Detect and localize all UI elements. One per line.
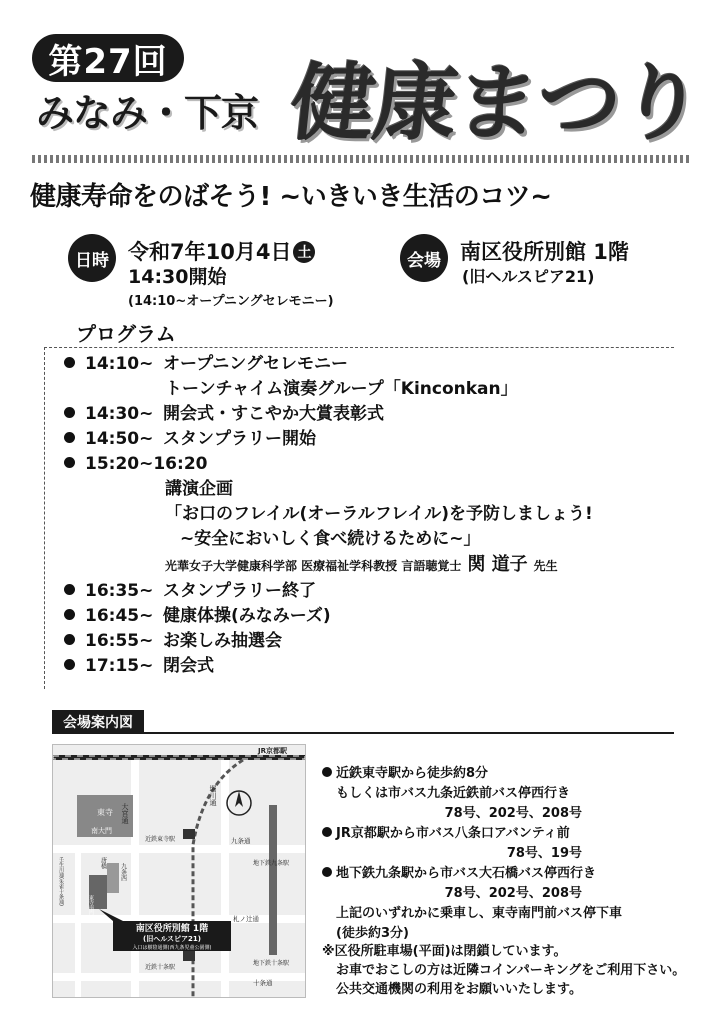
map-label-toji: 東寺 xyxy=(97,808,113,817)
map-heading-rule xyxy=(52,732,674,734)
program-heading: プログラム xyxy=(76,322,176,346)
bullet-icon xyxy=(64,432,75,443)
program-item xyxy=(64,604,684,629)
kintetsu-line xyxy=(193,760,243,997)
program-item xyxy=(64,352,684,377)
venue-name: 南区役所別館 1階 xyxy=(460,240,629,264)
bullet-icon xyxy=(64,407,75,418)
program-title: 開会式・すこやか大賞表彰式 xyxy=(163,404,384,424)
lecturer-name: 関 道子 xyxy=(467,554,528,575)
access-route-1b: もしくは市バス九条近鉄前バス停西行き xyxy=(336,786,571,801)
venue-old-name: (旧ヘルスピア21) xyxy=(462,267,595,286)
program-title: オープニングセレモニー xyxy=(163,354,348,374)
callout-title: 南区役所別館 1階 xyxy=(135,924,209,934)
access-route-2 xyxy=(322,824,702,844)
road-mibu xyxy=(75,853,81,997)
bullet-icon xyxy=(322,827,332,837)
program-title: スタンプラリー開始 xyxy=(163,429,316,449)
event-date-text: 令和7年10月4日 xyxy=(128,240,292,264)
program-item xyxy=(64,402,684,427)
bullet-icon xyxy=(64,609,75,620)
map-label-fudanotsuji: 札ノ辻通 xyxy=(233,915,259,923)
decorative-divider xyxy=(32,155,692,163)
venue-map xyxy=(52,744,306,998)
map-label-kintetsu-toji: 近鉄東寺駅 xyxy=(145,836,176,843)
map-label-omiya: 大宮通 xyxy=(121,803,129,824)
program-left-border xyxy=(44,347,45,689)
program-item xyxy=(64,629,684,654)
program-time: 17:15~ xyxy=(85,656,154,676)
access-route-3-buses: 78号、202号、208号 xyxy=(444,886,582,901)
program-title: 講演企画 xyxy=(165,479,233,499)
lecturer xyxy=(64,552,684,579)
ceremony-note: (14:10~オープニングセレモニー) xyxy=(128,294,334,309)
kintetsu-jujo-station-marker xyxy=(183,951,195,961)
map-graphic xyxy=(53,745,305,997)
venue-label-badge: 会場 xyxy=(400,234,448,282)
event-title: 健康まつり xyxy=(286,54,707,152)
note-line-3: 公共交通機関の利用をお願いいたします。 xyxy=(336,982,582,997)
lecture-title-line1 xyxy=(64,502,684,527)
program-time: 16:55~ xyxy=(85,631,154,651)
lecturer-affiliation: 光華女子大学健康科学部 医療福祉学科教授 言語聴覚士 xyxy=(165,559,462,573)
map-heading: 会場案内図 xyxy=(52,710,144,733)
subway-line xyxy=(269,805,277,955)
program-time: 15:20~16:20 xyxy=(85,454,208,474)
map-label-jujo-kintetsu: 近鉄十条駅 xyxy=(145,964,176,971)
access-info xyxy=(322,764,702,944)
bullet-icon xyxy=(64,584,75,595)
bullet-icon xyxy=(64,357,75,368)
bullet-icon xyxy=(64,659,75,670)
kintetsu-toji-station-marker xyxy=(183,829,195,839)
event-subtitle: みなみ・下京 xyxy=(36,91,259,135)
compass-needle-icon xyxy=(235,791,243,807)
map-label-mibu: 壬生川通(朱雀十条通) xyxy=(58,857,64,906)
program-item xyxy=(64,427,684,452)
program-detail xyxy=(64,477,684,502)
map-label-nandaimon: 南大門 xyxy=(91,827,112,835)
map-label-horikawa: 堀川通 xyxy=(209,785,217,806)
access-route-text: JR京都駅から市バス八条口アバンティ前 xyxy=(336,826,570,841)
bullet-icon xyxy=(64,634,75,645)
program-item xyxy=(64,452,684,477)
lecturer-suffix: 先生 xyxy=(533,559,558,573)
bullet-icon xyxy=(322,867,332,877)
access-route-1-buses: 78号、202号、208号 xyxy=(444,806,582,821)
program-item xyxy=(64,579,684,604)
map-label-kujo: 九条通 xyxy=(231,837,251,845)
road-kujo xyxy=(53,845,305,853)
program-detail xyxy=(64,377,684,402)
access-route-3 xyxy=(322,864,702,884)
callout-note: 入口は樹陰通側(西九条児童公園側) xyxy=(132,945,212,951)
program-item xyxy=(64,654,684,679)
program-time: 16:35~ xyxy=(85,581,154,601)
lecture-title-line2 xyxy=(64,527,684,552)
program-time: 14:10~ xyxy=(85,354,154,374)
map-label-jujo: 十条通 xyxy=(253,979,273,987)
event-start-time: 14:30開始 xyxy=(128,266,227,288)
callout-subtitle: (旧ヘルスピア21) xyxy=(143,935,201,943)
program-title: 閉会式 xyxy=(163,656,214,676)
parking-notes xyxy=(322,942,685,999)
bullet-icon xyxy=(64,457,75,468)
weekday-badge: 土 xyxy=(293,241,315,263)
program-detail-text: トーンチャイム演奏グループ「Kinconkan」 xyxy=(165,379,518,399)
access-route-3b: 上記のいずれかに乗車し、東寺南門前バス停下車 xyxy=(336,906,623,921)
program-title: スタンプラリー終了 xyxy=(163,581,316,601)
access-route-1 xyxy=(322,764,702,784)
edition-badge: 第27回 xyxy=(32,34,184,82)
program-time: 14:50~ xyxy=(85,429,154,449)
program-time: 14:30~ xyxy=(85,404,154,424)
access-route-2-buses: 78号、19号 xyxy=(506,846,582,861)
map-label-toji-minamimon: 東寺南門前 xyxy=(88,895,94,920)
bullet-icon xyxy=(322,767,332,777)
map-label-kujo-station: 地下鉄九条駅 xyxy=(253,860,290,867)
park-block xyxy=(107,863,119,893)
tagline: 健康寿命をのばそう! ~いきいき生活のコツ~ xyxy=(30,182,552,212)
map-label-jr-kyoto: JR京都駅 xyxy=(258,747,287,755)
program-title: お楽しみ抽選会 xyxy=(163,631,282,651)
map-label-kujo-sei: 九条西 xyxy=(119,863,127,881)
map-label-jujo-station: 地下鉄十条駅 xyxy=(253,960,290,967)
program-list xyxy=(64,352,684,679)
note-line-1: ※区役所駐車場(平面)は閉鎖しています。 xyxy=(322,944,567,959)
access-route-text: 近鉄東寺駅から徒歩約8分 xyxy=(336,766,489,781)
access-route-text: 地下鉄九条駅から市バス大石橋バス停西行き xyxy=(336,866,597,881)
lecture-title-text: 「お口のフレイル(オーラルフレイル)を予防しましょう! xyxy=(165,504,593,524)
program-time: 16:45~ xyxy=(85,606,154,626)
date-label-badge: 日時 xyxy=(68,234,116,282)
note-line-2: お車でおこしの方は近隣コインパーキングをご利用下さい。 xyxy=(336,963,686,978)
road-horikawa xyxy=(221,760,229,997)
program-top-border xyxy=(44,347,674,348)
access-route-3c: (徒歩約3分) xyxy=(336,926,409,941)
program-title: 健康体操(みなみーズ) xyxy=(163,606,331,626)
lecture-subtitle-text: ~安全においしく食べ続けるために~」 xyxy=(180,529,481,549)
map-label-karahashi: 唐橋 xyxy=(99,857,107,869)
